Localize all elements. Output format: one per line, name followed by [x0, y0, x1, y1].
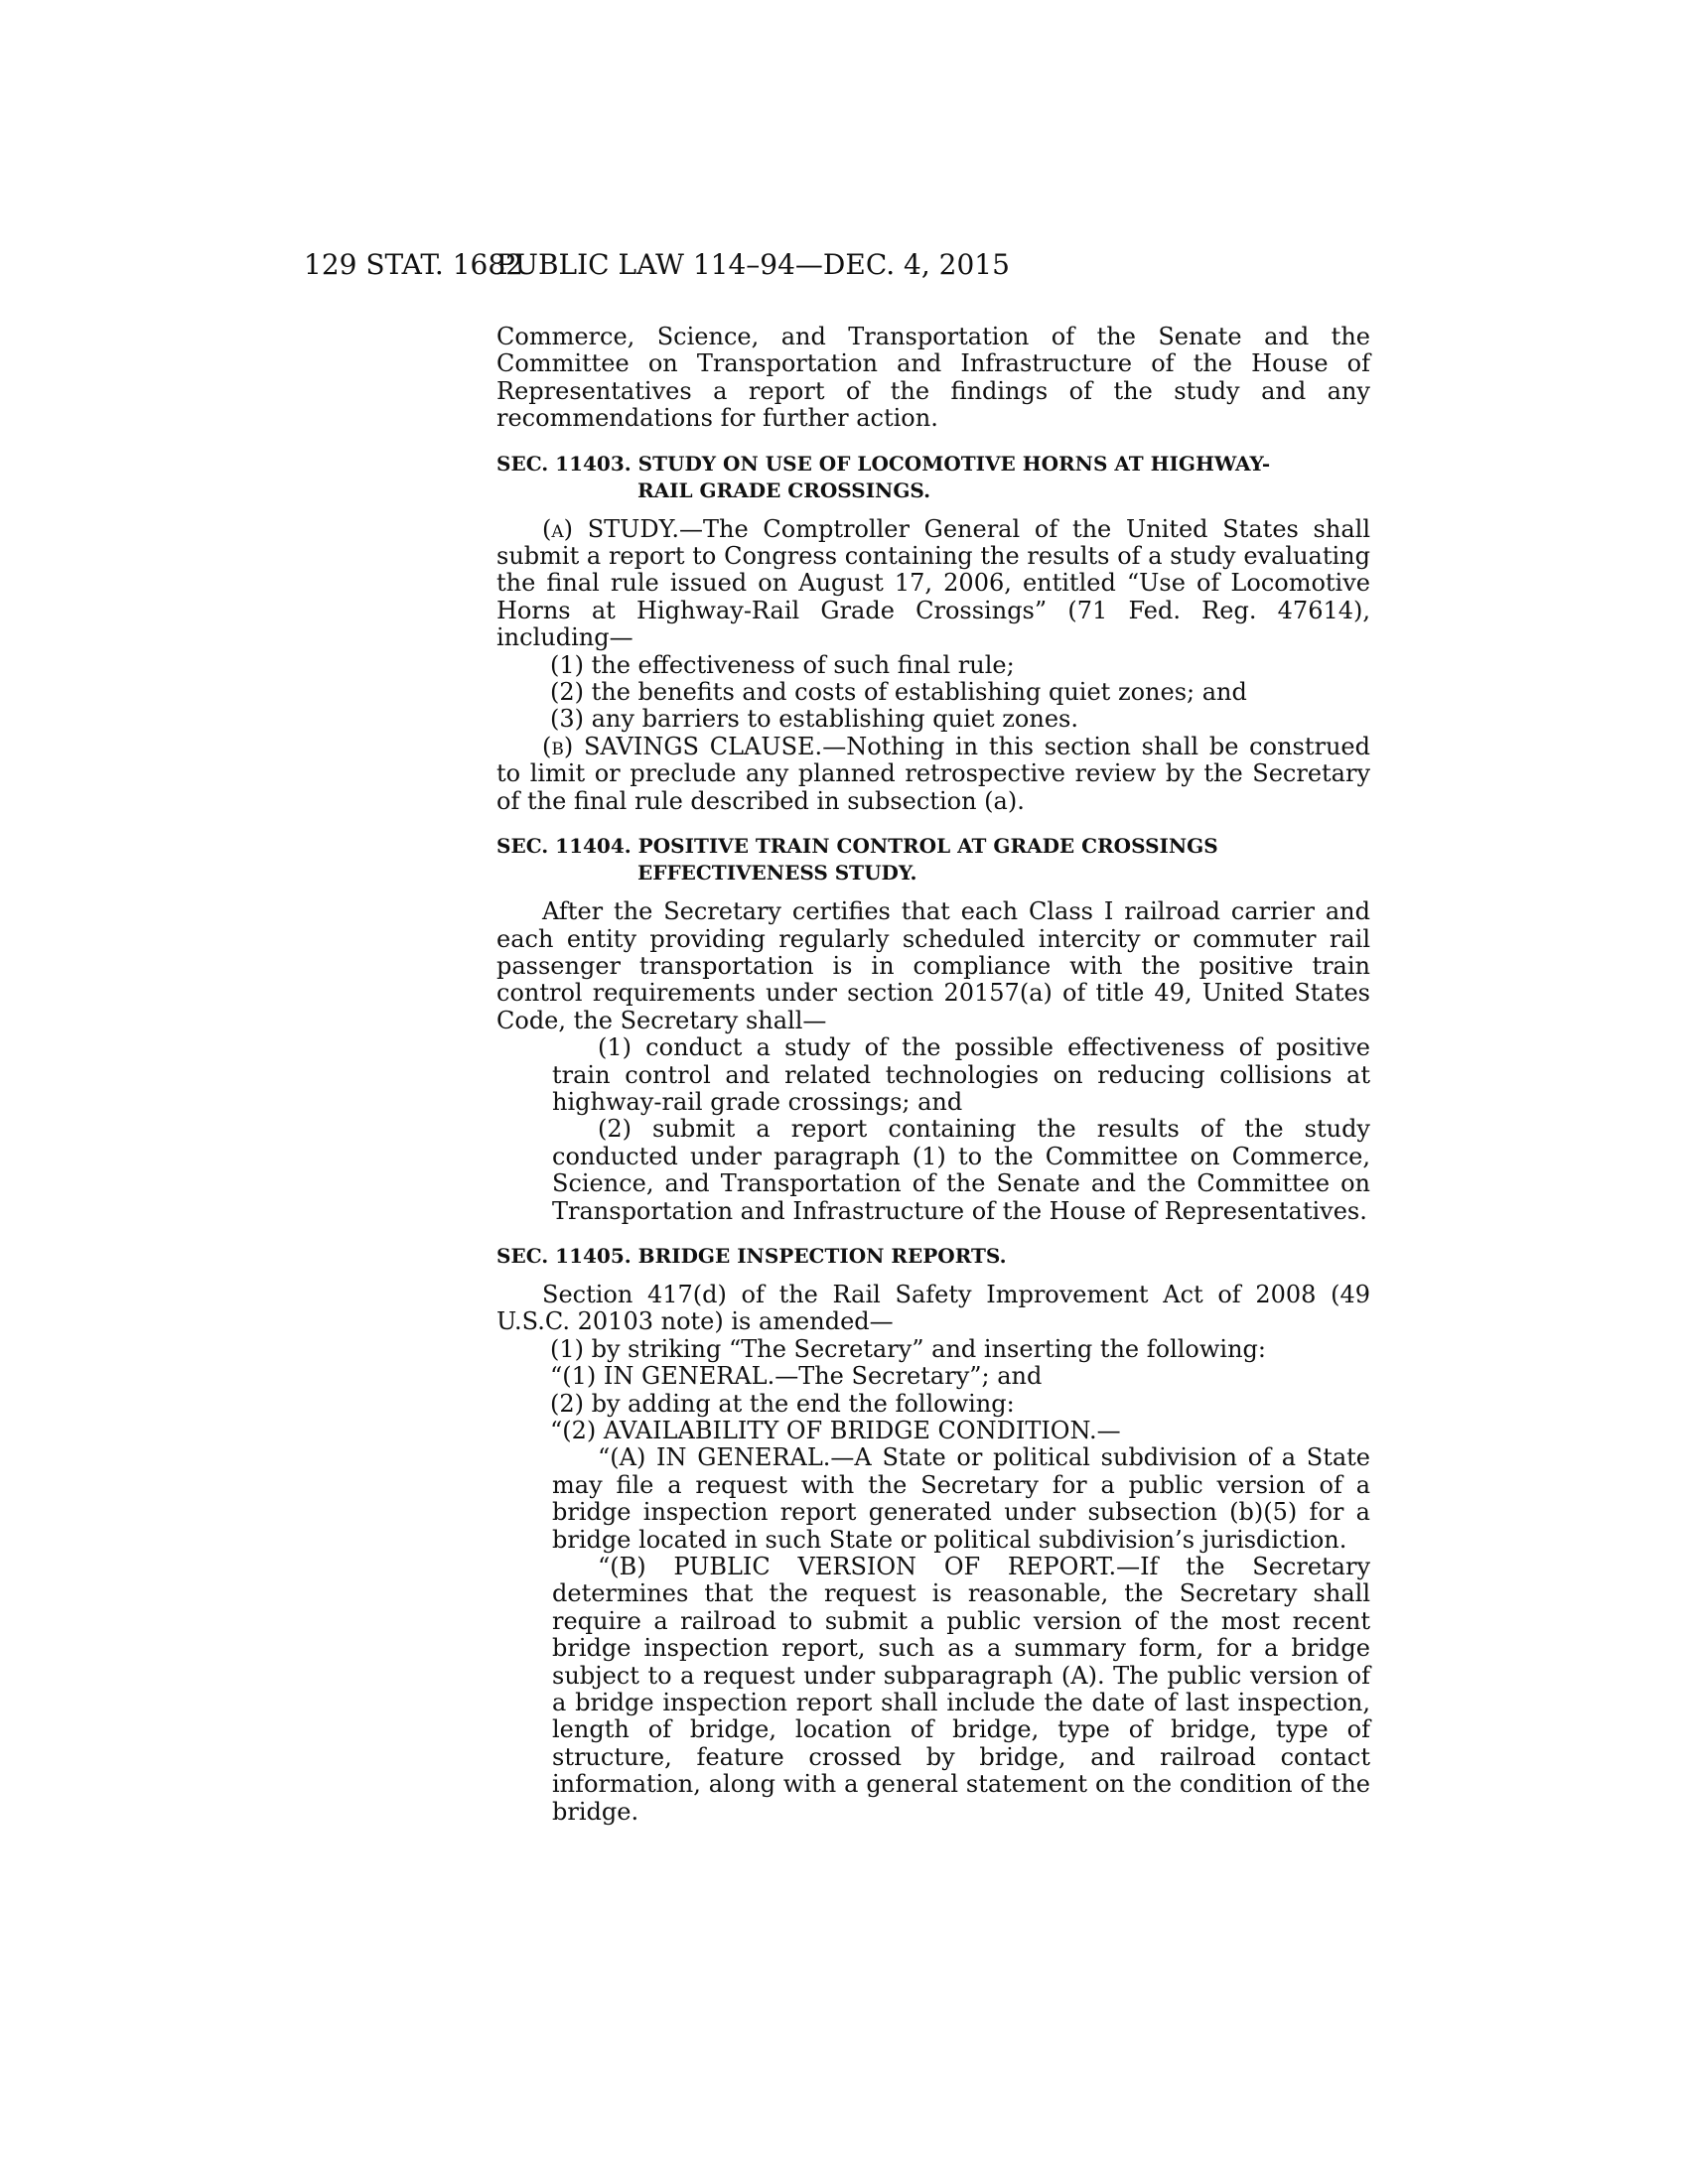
list-item: (2) the benefits and costs of establishing quiet zones; and — [550, 678, 1247, 707]
subsection-text: —The Comptroller General of the United States shall submit a report to Congress containing the results of a study evaluating the final rule issued on August 17, 2006, entitled “Use of Locomotive Horns at Highway-Rail Grade Crossings” (71 Fed. Reg. 47614), including— — [496, 514, 1370, 652]
heading-line: SEC. 11403. STUDY ON USE OF LOCOMOTIVE HORNS AT HIGHWAY- — [496, 451, 1271, 476]
heading-line: SEC. 11404. POSITIVE TRAIN CONTROL AT GRADE CROSSINGS — [496, 834, 1218, 859]
running-head: PUBLIC LAW 114–94—DEC. 4, 2015 — [496, 248, 1010, 281]
quote-text: —A State or political subdivision of a State may file a request with the Secretary for a public version of a bridge inspection report generated under subsection (b)(5) for a bridge located in such State or political subdivision’s jurisdiction. — [552, 1443, 1370, 1554]
quoted-subparagraph-a — [496, 1444, 1370, 1554]
list-item: (2) by adding at the end the following: — [550, 1389, 1015, 1418]
subsection-text: —Nothing in this section shall be construed to limit or preclude any planned retrospective review by the Secretary of the final rule described in subsection (a). — [496, 732, 1370, 815]
quoted-subparagraph-b — [496, 1554, 1370, 1826]
quote-prefix: “(2) — [550, 1417, 604, 1444]
quote-label: IN GENERAL. — [603, 1362, 775, 1391]
paragraph: Section 417(d) of the Rail Safety Improvement Act of 2008 (49 U.S.C. 20103 note) is amended— — [496, 1280, 1370, 1336]
quote-text: —If the Secretary determines that the request is reasonable, the Secretary shall require a railroad to submit a public version of the most recent bridge inspection report, such as a summary form, for a bridge subject to a request under subparagraph (A). The public version of a bridge inspection report shall include the date of last inspection, length of bridge, location of bridge, type of bridge, type of structure, feature crossed by bridge, and railroad contact information, along with a general statement on the condition of the bridge. — [552, 1553, 1371, 1826]
section-heading-11405 — [496, 1243, 1370, 1270]
quote-prefix: “(1) — [550, 1362, 604, 1391]
quote-text: — — [1096, 1417, 1121, 1444]
quote-text: —The Secretary”; and — [774, 1362, 1043, 1391]
quote-prefix: “(B) — [598, 1553, 674, 1581]
quoted-item — [496, 1418, 1370, 1444]
list-item: (1) the effectiveness of such final rule; — [550, 650, 1015, 679]
section-heading-11404 — [496, 833, 1370, 887]
quote-label: PUBLIC VERSION OF REPORT. — [673, 1553, 1117, 1581]
subsection-label: (a) STUDY. — [542, 514, 680, 543]
page-number: 129 STAT. 1682 — [304, 248, 523, 281]
list-item: (2) submit a report containing the results of the study conducted under paragraph (1) to the Committee on Commerce, Science, and Transportation of the Senate and the Committee on Transportation and Infrastructure of the House of Representatives. — [552, 1115, 1370, 1225]
subsection-b — [496, 734, 1370, 815]
quoted-item — [496, 1363, 1370, 1390]
subsection-label: (b) SAVINGS CLAUSE. — [542, 732, 823, 760]
continued-paragraph: Commerce, Science, and Transportation of the Senate and the Committee on Transportation and Infrastructure of the House of Representatives a report of the findings of the study and any recommendations for further action. — [496, 323, 1370, 433]
list-item: (1) conduct a study of the possible effectiveness of positive train control and related technologies on reducing collisions at highway-rail grade crossings; and — [552, 1033, 1370, 1116]
document-body — [496, 324, 1370, 1826]
subsection-a — [496, 516, 1370, 652]
quote-label: IN GENERAL. — [656, 1443, 831, 1472]
heading-line: EFFECTIVENESS STUDY. — [637, 861, 917, 886]
paragraph: After the Secretary certifies that each Class I railroad carrier and each entity providing regularly scheduled intercity or commuter rail passenger transportation is in compliance with the positive train control requirements under section 20157(a) of title 49, United States Code, the Secretary shall— — [496, 897, 1370, 1034]
list-item: (1) by striking “The Secretary” and inserting the following: — [550, 1334, 1267, 1363]
quote-prefix: “(A) — [598, 1443, 657, 1472]
heading-line: RAIL GRADE CROSSINGS. — [637, 478, 931, 502]
quote-label: AVAILABILITY OF BRIDGE CONDITION. — [603, 1417, 1097, 1444]
list-item: (3) any barriers to establishing quiet zones. — [550, 705, 1078, 734]
section-heading-11403 — [496, 451, 1370, 504]
heading-line: SEC. 11405. BRIDGE INSPECTION REPORTS. — [496, 1243, 1007, 1268]
